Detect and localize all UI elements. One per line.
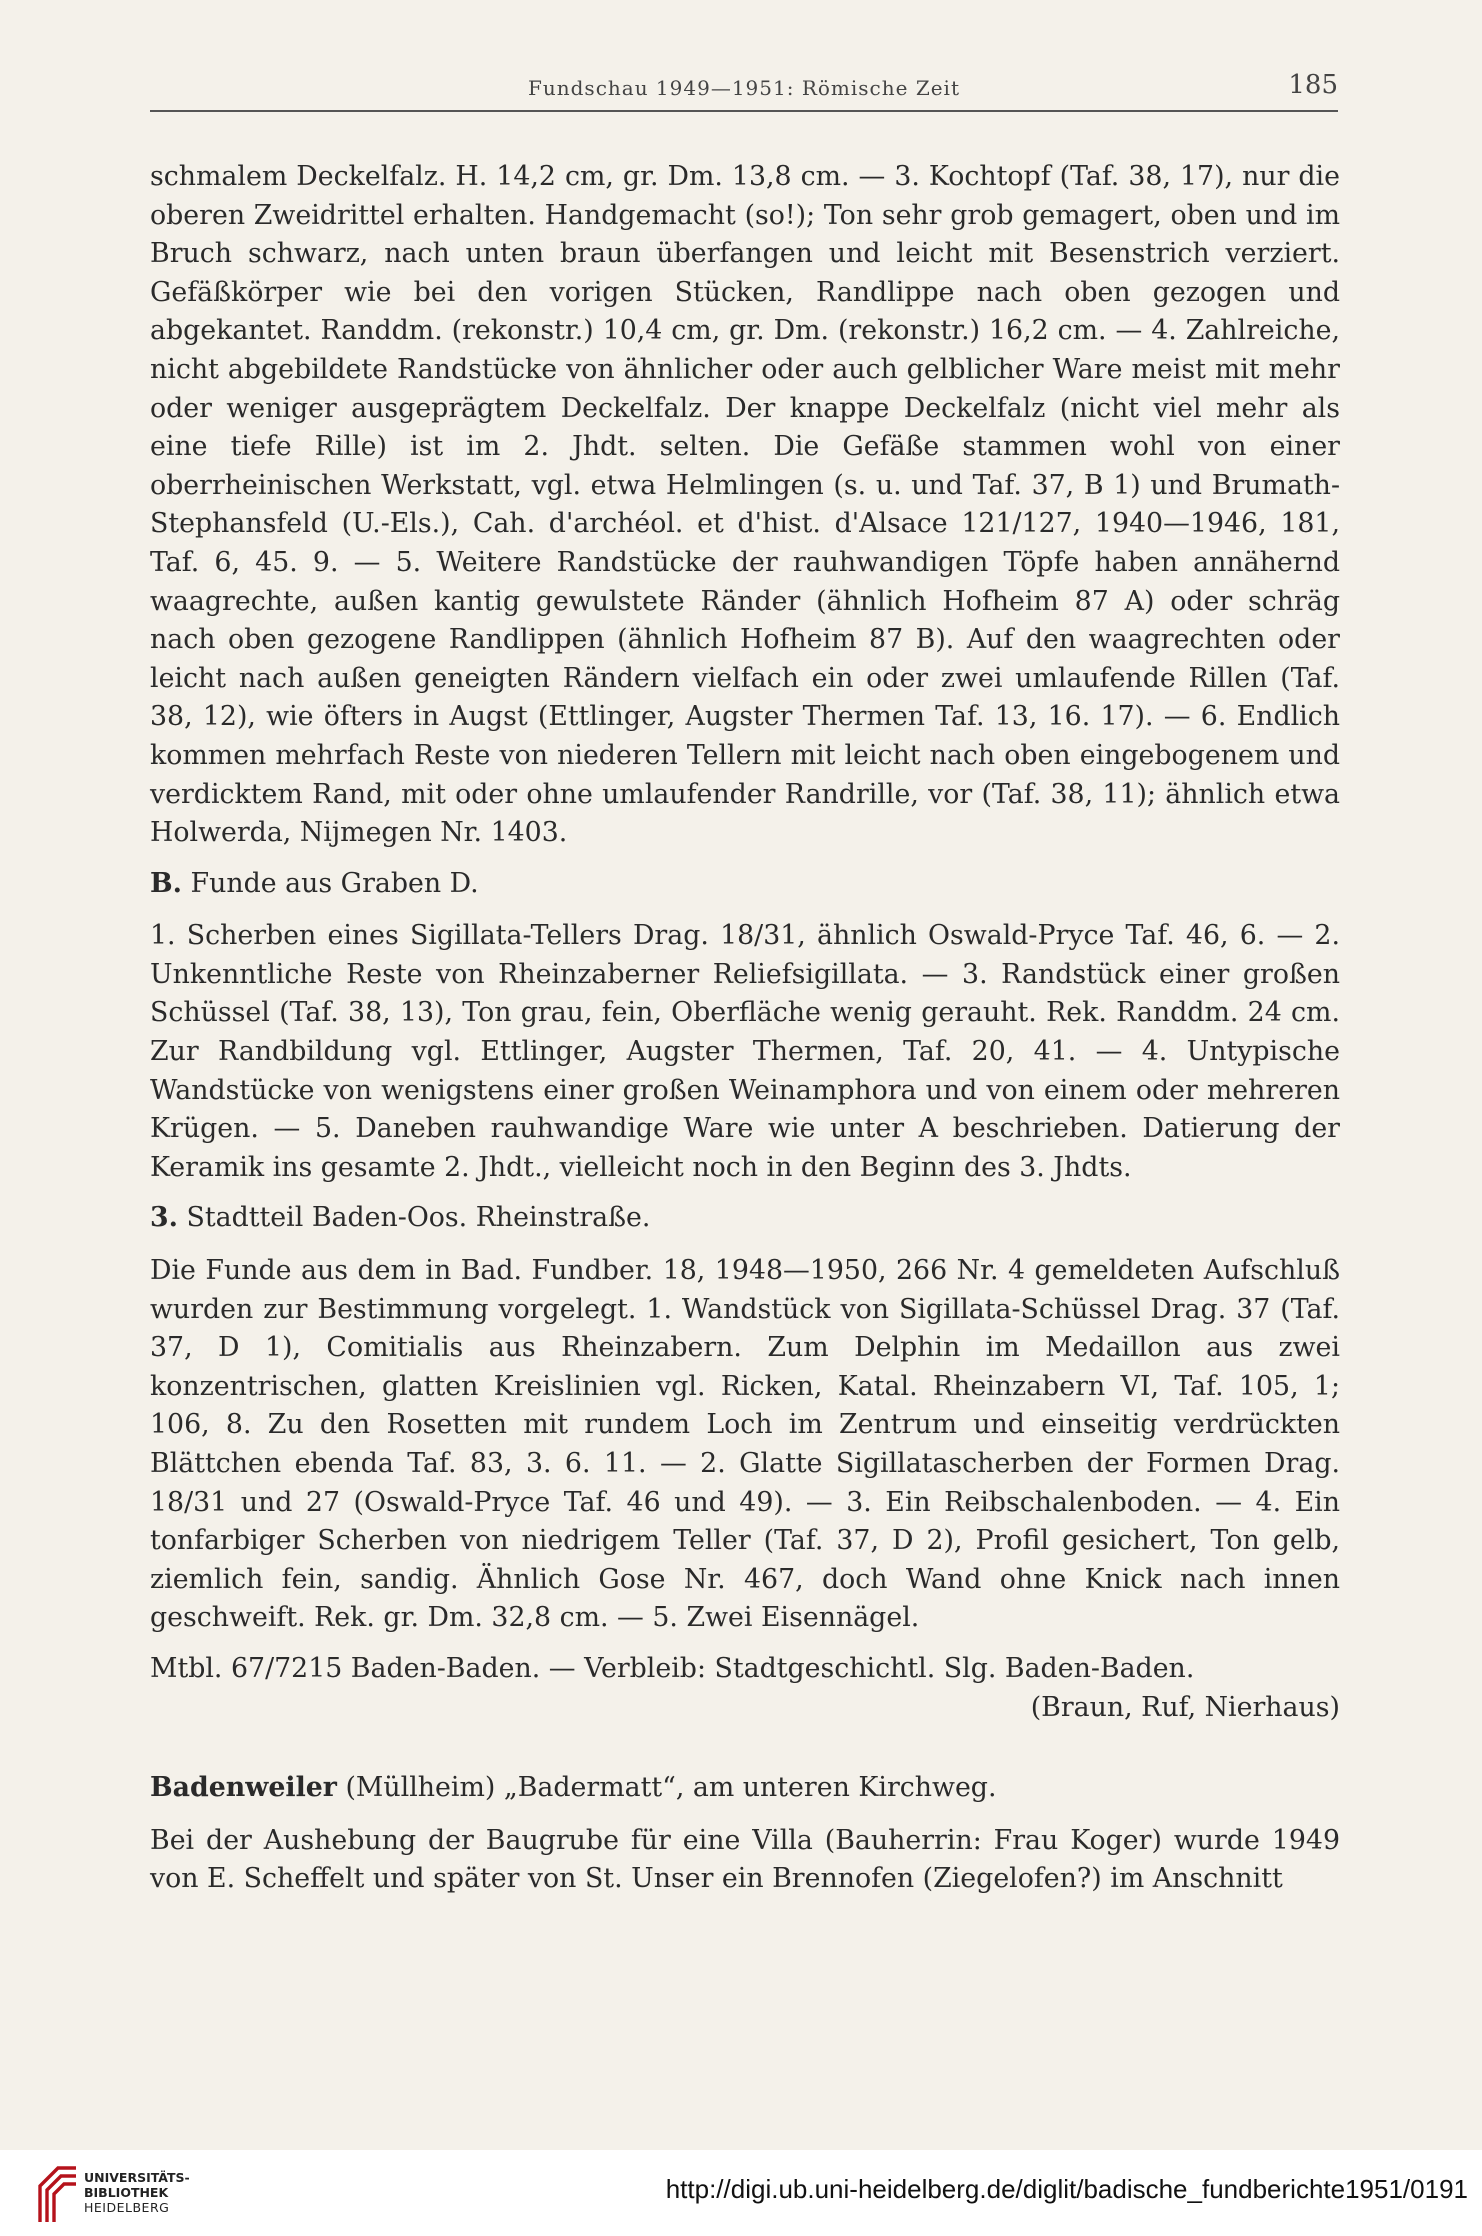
section-heading-3	[150, 1199, 1340, 1238]
running-title: Fundschau 1949—1951: Römische Zeit	[527, 76, 960, 100]
page-number: 185	[1288, 70, 1338, 100]
section-heading-3-label: 3.	[150, 1202, 178, 1234]
authors-line: (Braun, Ruf, Nierhaus)	[1030, 1691, 1340, 1723]
footer-bar	[0, 2150, 1482, 2236]
paragraph-badenweiler: Bei der Aushebung der Baugrube für eine Villa (Bauherrin: Frau Koger) wurde 1949 von E. Scheffelt und später von St. Unser ein Brennofen (Ziegelofen?) im Anschnitt	[150, 1824, 1340, 1895]
library-name-line3: HEIDELBERG	[84, 2200, 170, 2215]
paragraph-rheinstrasse: Die Funde aus dem in Bad. Fundber. 18, 1948—1950, 266 Nr. 4 gemeldeten Aufschluß wurden zur Bestimmung vorgelegt. 1. Wandstück von Sigillata-Schüssel Drag. 37 (Taf. 37, D 1), Comitialis aus Rheinzabern. Zum Delphin im Medaillon aus zwei konzentrischen, glatten Kreislinien vgl. Ricken, Katal. Rheinzabern VI, Taf. 105, 1; 106, 8. Zu den Rosetten mit rundem Loch im Zentrum und einseitig verdrückten Blättchen ebenda Taf. 83, 3. 6. 11. — 2. Glatte Sigillatascherben der Formen Drag. 18/31 und 27 (Oswald-Pryce Taf. 46 und 49). — 3. Ein Reibschalenboden. — 4. Ein tonfarbiger Scherben von niedrigem Teller (Taf. 37, D 2), Profil gesichert, Ton gelb, ziemlich fein, sandig. Ähnlich Gose Nr. 467, doch Wand ohne Knick nach innen geschweift. Rek. gr. Dm. 32,8 cm. — 5. Zwei Eisennägel.	[150, 1255, 1340, 1634]
section-heading-b-label: B.	[150, 867, 182, 899]
section-heading-b	[150, 865, 1340, 904]
place-name-badenweiler: Badenweiler	[150, 1772, 337, 1804]
library-logo-icon	[36, 2164, 80, 2224]
section-heading-b-text: Funde aus Graben D.	[190, 867, 479, 899]
section-heading-badenweiler	[150, 1769, 1340, 1808]
library-name	[84, 2170, 190, 2215]
page-header	[150, 70, 1338, 112]
paragraph-continuation: schmalem Deckelfalz. H. 14,2 cm, gr. Dm. 13,8 cm. — 3. Kochtopf (Taf. 38, 17), nur die oberen Zweidrittel erhalten. Handgemacht (so!); Ton sehr grob gemagert, oben und im Bruch schwarz, nach unten braun überfangen und leicht mit Besenstrich verziert. Gefäßkörper wie bei den vorigen Stücken, Randlippe nach oben gezogen und abgekantet. Randdm. (rekonstr.) 10,4 cm, gr. Dm. (rekonstr.) 16,2 cm. — 4. Zahlreiche, nicht abgebildete Randstücke von ähnlicher oder auch gelblicher Ware meist mit mehr oder weniger ausgeprägtem Deckelfalz. Der knappe Deckelfalz (nicht viel mehr als eine tiefe Rille) ist im 2. Jhdt. selten. Die Gefäße stammen wohl von einer oberrheinischen Werkstatt, vgl. etwa Helmlingen (s. u. und Taf. 37, B 1) und Brumath-Stephansfeld (U.-Els.), Cah. d'archéol. et d'hist. d'Alsace 121/127, 1940—1946, 181, Taf. 6, 45. 9. — 5. Weitere Randstücke der rauhwandigen Töpfe haben annähernd waagrechte, außen kantig gewulstete Ränder (ähnlich Hofheim 87 A) oder schräg nach oben gezogene Randlippen (ähnlich Hofheim 87 B). Auf den waagrechten oder leicht nach außen geneigten Rändern vielfach ein oder zwei umlaufende Rillen (Taf. 38, 12), wie öfters in Augst (Ettlinger, Augster Thermen Taf. 13, 16. 17). — 6. Endlich kommen mehrfach Reste von niederen Tellern mit leicht nach oben eingebogenem und verdicktem Rand, mit oder ohne umlaufender Randrille, vor (Taf. 38, 11); ähnlich etwa Holwerda, Nijmegen Nr. 1403.	[150, 161, 1340, 849]
paragraph-mtbl: Mtbl. 67/7215 Baden-Baden. — Verbleib: Stadtgeschichtl. Slg. Baden-Baden.	[150, 1652, 1195, 1684]
permalink-url[interactable]: http://digi.ub.uni-heidelberg.de/diglit/badische_fundberichte1951/0191	[665, 2174, 1468, 2204]
header-rule	[150, 110, 1338, 112]
library-name-line2: BIBLIOTHEK	[84, 2185, 169, 2200]
section-heading-3-text: Stadtteil Baden-Oos. Rheinstraße.	[186, 1202, 651, 1234]
library-name-line1: UNIVERSITÄTS-	[84, 2170, 190, 2185]
section-heading-badenweiler-rest: (Müllheim) „Badermatt“, am unteren Kirchweg.	[345, 1772, 997, 1804]
paragraph-graben-d: 1. Scherben eines Sigillata-Tellers Drag. 18/31, ähnlich Oswald-Pryce Taf. 46, 6. — 2. Unkenntliche Reste von Rheinzaberner Reliefsigillata. — 3. Randstück einer großen Schüssel (Taf. 38, 13), Ton grau, fein, Oberfläche wenig gerauht. Rek. Randdm. 24 cm. Zur Randbildung vgl. Ettlinger, Augster Thermen, Taf. 20, 41. — 4. Untypische Wandstücke von wenigstens einer großen Weinamphora und von einem oder mehreren Krügen. — 5. Daneben rauhwandige Ware wie unter A beschrieben. Datierung der Keramik ins gesamte 2. Jhdt., vielleicht noch in den Beginn des 3. Jhdts.	[150, 920, 1340, 1183]
body-text	[150, 158, 1340, 1899]
